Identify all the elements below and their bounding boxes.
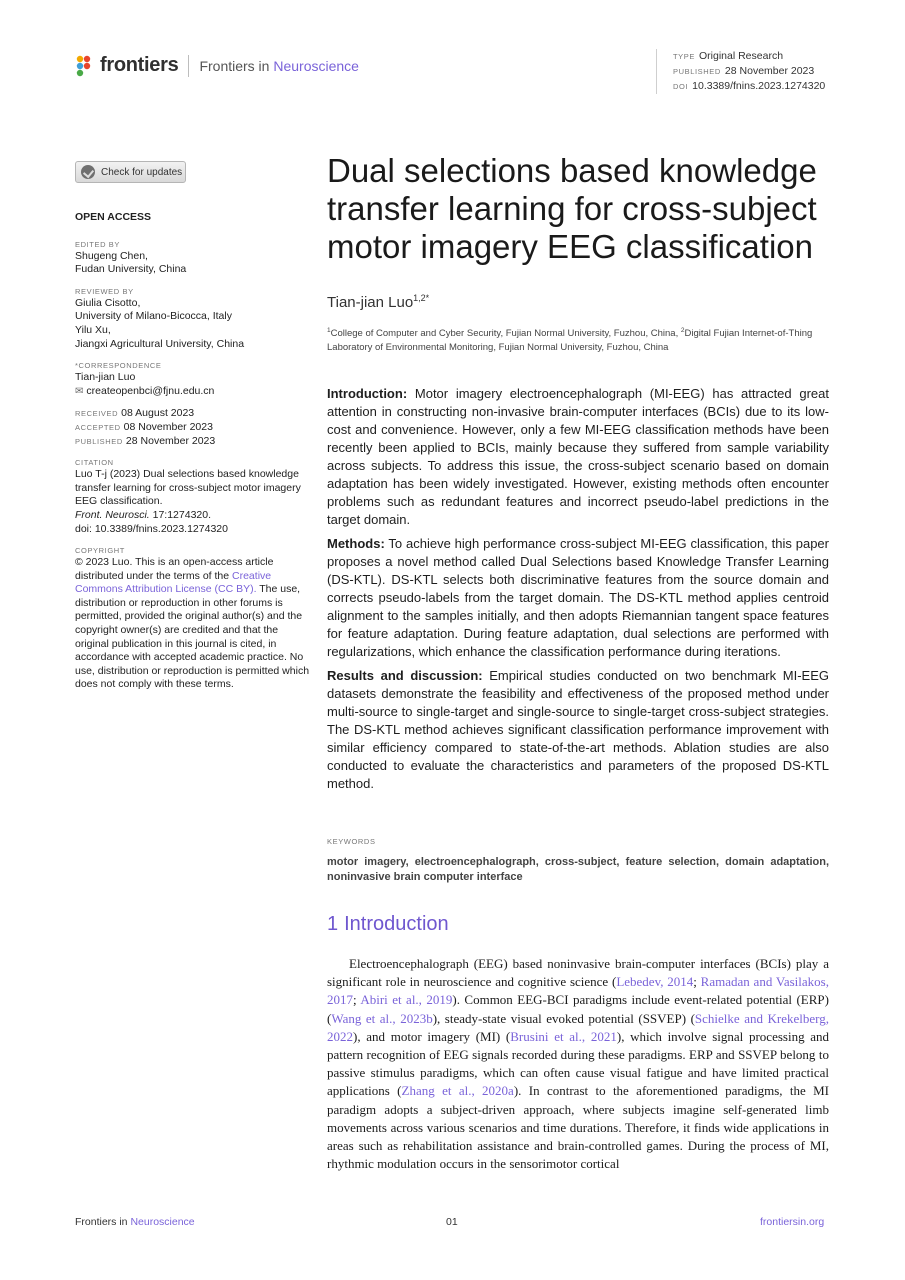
affiliation-2-marker: 2	[680, 327, 685, 334]
article-title: Dual selections based knowledge transfer learning for cross-subject motor imagery EEG classification	[327, 152, 817, 265]
body-text-segment: ;	[353, 992, 361, 1008]
affiliation-2: Digital Fujian Internet-of-Thing Laboratory of Environmental Monitoring, Fujian Normal University, Fuzhou, China	[327, 328, 813, 354]
cc-by-license-link[interactable]: Creative Commons Attribution License (CC BY).	[75, 569, 272, 596]
doi-value[interactable]: 10.3389/fnins.2023.1274320	[692, 80, 826, 92]
affiliation-1: College of Computer and Cyber Security, Fujian Normal University, Fuzhou, China,	[330, 328, 679, 340]
check-updates-label: Check for updates	[101, 166, 183, 178]
article-meta	[656, 49, 825, 94]
received-value: 08 August 2023	[121, 407, 195, 420]
sidebar-published-row	[75, 435, 311, 449]
frontiers-logo[interactable]	[75, 54, 359, 77]
body-text-segment: ). Common EEG-BCI paradigms include event-related potential (ERP) (	[327, 992, 829, 1026]
footer-journal[interactable]	[75, 1216, 195, 1228]
copyright-post: The use, distribution or reproduction in other forums is permitted, provided the original author(s) and the copyright owner(s) are credited and that the original publication in this journal is cited, in accordance with accepted academic practice. No use, distribution or reproduction is permitted which does not comply with these terms.	[75, 583, 310, 691]
check-for-updates-button[interactable]	[75, 161, 186, 183]
body-text-segment: ), steady-state visual evoked potential (SSVEP) (	[432, 1010, 695, 1026]
logo-text: frontiers	[100, 54, 179, 76]
reviewer-1-name: Giulia Cisotto,	[75, 296, 141, 309]
received-label: RECEIVED	[75, 409, 119, 419]
frontiers-logo-icon	[75, 55, 95, 77]
keywords-label: KEYWORDS	[327, 837, 376, 846]
citation-link[interactable]: Brusini et al., 2021	[510, 1028, 617, 1044]
reviewer-1-affiliation: University of Milano-Bicocca, Italy	[75, 310, 232, 323]
citation-link[interactable]: Abiri et al., 2019	[360, 992, 453, 1008]
abstract-results-text: Empirical studies conducted on two benchmark MI-EEG datasets demonstrate the feasibility and effectiveness of the proposed method under multi-source to single-target and single-source to single-target cross-subject strategies. The DS-KTL method achieves significant classification performance improvement with similar efficiency compared to state-of-the-art methods. Ablation studies are also conducted to evaluate the characteristics and parameters of the proposed DS-KTL method.	[327, 668, 829, 791]
footer-site-link[interactable]: frontiersin.org	[760, 1216, 825, 1228]
copyright-text	[75, 556, 311, 692]
editor-name: Shugeng Chen,	[75, 249, 148, 262]
correspondence-email-row[interactable]	[75, 385, 311, 399]
abstract-introduction-label: Introduction:	[327, 386, 408, 401]
author-superscript: 1,2*	[413, 293, 430, 303]
citation-link[interactable]: Ramadan and Vasilakos, 2017	[327, 974, 829, 1008]
body-text-segment: ). In contrast to the aforementioned paradigms, the MI paradigm adopts a subject-driven approach, where subjects imagine self-generated limb movements across various scenarios and time durations. Therefore, it finds wide applications in areas such as rehabilitation assistance and brain-controlled games. During the process of MI, rhythmic modulation occurs in the sensorimotor cortical	[327, 1083, 829, 1172]
keywords: motor imagery, electroencephalograph, cross-subject, feature selection, domain adaptation, noninvasive brain computer interface	[327, 856, 829, 883]
abstract-introduction-text: Motor imagery electroencephalograph (MI-EEG) has attracted great attention in constructing non-invasive brain-computer interfaces (BCIs) due to its low-cost and convenience. However, only a few MI-EEG classification methods have been recently been applied to BCIs, mainly because they suffered from sample variability across subjects. To address this issue, the cross-subject scenario based on domain adaptation has been widely investigated. However, existing methods often encounter problems such as redundant features and incorrect pseudo-label predictions in the target domain.	[327, 386, 829, 527]
abstract-methods	[327, 535, 829, 661]
received-row	[75, 407, 311, 421]
citation-link[interactable]: Schielke and Krekelberg, 2022	[327, 1010, 829, 1044]
doi-label: DOI	[673, 82, 689, 91]
type-label: TYPE	[673, 52, 695, 61]
accepted-row	[75, 421, 311, 435]
editor-affiliation: Fudan University, China	[75, 263, 187, 276]
citation-link[interactable]: Lebedev, 2014	[616, 974, 694, 990]
citation-link[interactable]: Wang et al., 2023b	[331, 1010, 433, 1026]
body-text-segment: ;	[693, 974, 701, 990]
copyright-pre: © 2023 Luo. This is an open-access article distributed under the terms of the	[75, 556, 274, 582]
author-name[interactable]: Tian-jian Luo	[327, 294, 414, 311]
affiliations	[327, 324, 829, 355]
published-label: PUBLISHED	[673, 67, 721, 76]
introduction-paragraph	[327, 955, 829, 1173]
abstract	[327, 385, 829, 799]
copyright-label: COPYRIGHT	[75, 546, 125, 556]
citation-body: Luo T-j (2023) Dual selections based knowledge transfer learning for cross-subject motor imagery EEG classification.	[75, 468, 301, 508]
citation-text	[75, 468, 311, 536]
reviewer-2-name: Yilu Xu,	[75, 323, 111, 336]
page-number: 01	[446, 1216, 458, 1228]
body-text-segment: Electroencephalograph (EEG) based noninvasive brain-computer interfaces (BCIs) play a significant role in neuroscience and cognitive science (	[327, 956, 829, 990]
journal-title: Neuroscience	[273, 57, 359, 74]
citation-label: CITATION	[75, 458, 114, 468]
type-row	[673, 49, 825, 64]
abstract-introduction	[327, 385, 829, 529]
section-heading-introduction	[327, 913, 455, 936]
open-access-label: OPEN ACCESS	[75, 211, 152, 223]
citation-doi[interactable]: doi: 10.3389/fnins.2023.1274320	[75, 522, 228, 535]
author-line	[327, 293, 429, 311]
citation-journal: Front. Neurosci.	[75, 508, 150, 521]
section-number: 1	[327, 913, 339, 935]
reviewed-by-label: REVIEWED BY	[75, 286, 134, 296]
abstract-results-label: Results and discussion:	[327, 668, 483, 683]
sidebar-published-label: PUBLISHED	[75, 436, 123, 446]
published-value: 28 November 2023	[724, 65, 815, 77]
published-row	[673, 64, 825, 79]
footer-journal-name: Neuroscience	[130, 1216, 195, 1228]
reviewer-2-affiliation: Jiangxi Agricultural University, China	[75, 337, 245, 350]
logo-divider	[188, 55, 189, 77]
section-title: Introduction	[344, 913, 449, 935]
correspondence-label: *CORRESPONDENCE	[75, 361, 162, 371]
body-text-segment: ), and motor imagery (MI) (	[353, 1028, 511, 1044]
envelope-icon: ✉	[75, 385, 84, 397]
check-updates-icon	[81, 165, 95, 179]
footer-journal-prefix: Frontiers in	[75, 1216, 128, 1228]
accepted-value: 08 November 2023	[123, 420, 213, 433]
type-value: Original Research	[699, 50, 784, 62]
abstract-results	[327, 667, 829, 793]
doi-row	[673, 79, 825, 94]
journal-prefix: Frontiers in	[199, 57, 270, 74]
body-text-segment: ), which involve signal processing and pattern recognition of EEG signals recorded during these paradigms. ERP and SSVEP belong to passive stimulus paradigms, which can often cause visual fatigue and have limited practical applications (	[327, 1028, 830, 1099]
sidebar-published-value: 28 November 2023	[125, 434, 216, 447]
abstract-methods-text: To achieve high performance cross-subject MI-EEG classification, this paper proposes a novel method called Dual Selections based Knowledge Transfer Learning (DS-KTL). DS-KTL selects both discriminative features from the source domain and corrects pseudo-labels from the target domain. The DS-KTL method applies centroid alignment to the samples initially, and then adopts Riemannian tangent space features for feature adaptation. During feature adaptation, dual selections are performed with regularizations, which enhance the classification performance during iterations.	[327, 536, 829, 659]
citation-volume: 17:1274320.	[152, 508, 212, 521]
journal-name[interactable]	[199, 58, 359, 74]
accepted-label: ACCEPTED	[75, 422, 121, 432]
affiliation-1-marker: 1	[327, 327, 331, 334]
abstract-methods-label: Methods:	[327, 536, 385, 551]
edited-by-label: EDITED BY	[75, 239, 120, 249]
correspondence-name: Tian-jian Luo	[75, 371, 136, 384]
article-info-sidebar	[75, 211, 311, 692]
citation-link[interactable]: Zhang et al., 2020a	[401, 1083, 514, 1099]
correspondence-email[interactable]: createopenbci@fjnu.edu.cn	[86, 384, 215, 397]
